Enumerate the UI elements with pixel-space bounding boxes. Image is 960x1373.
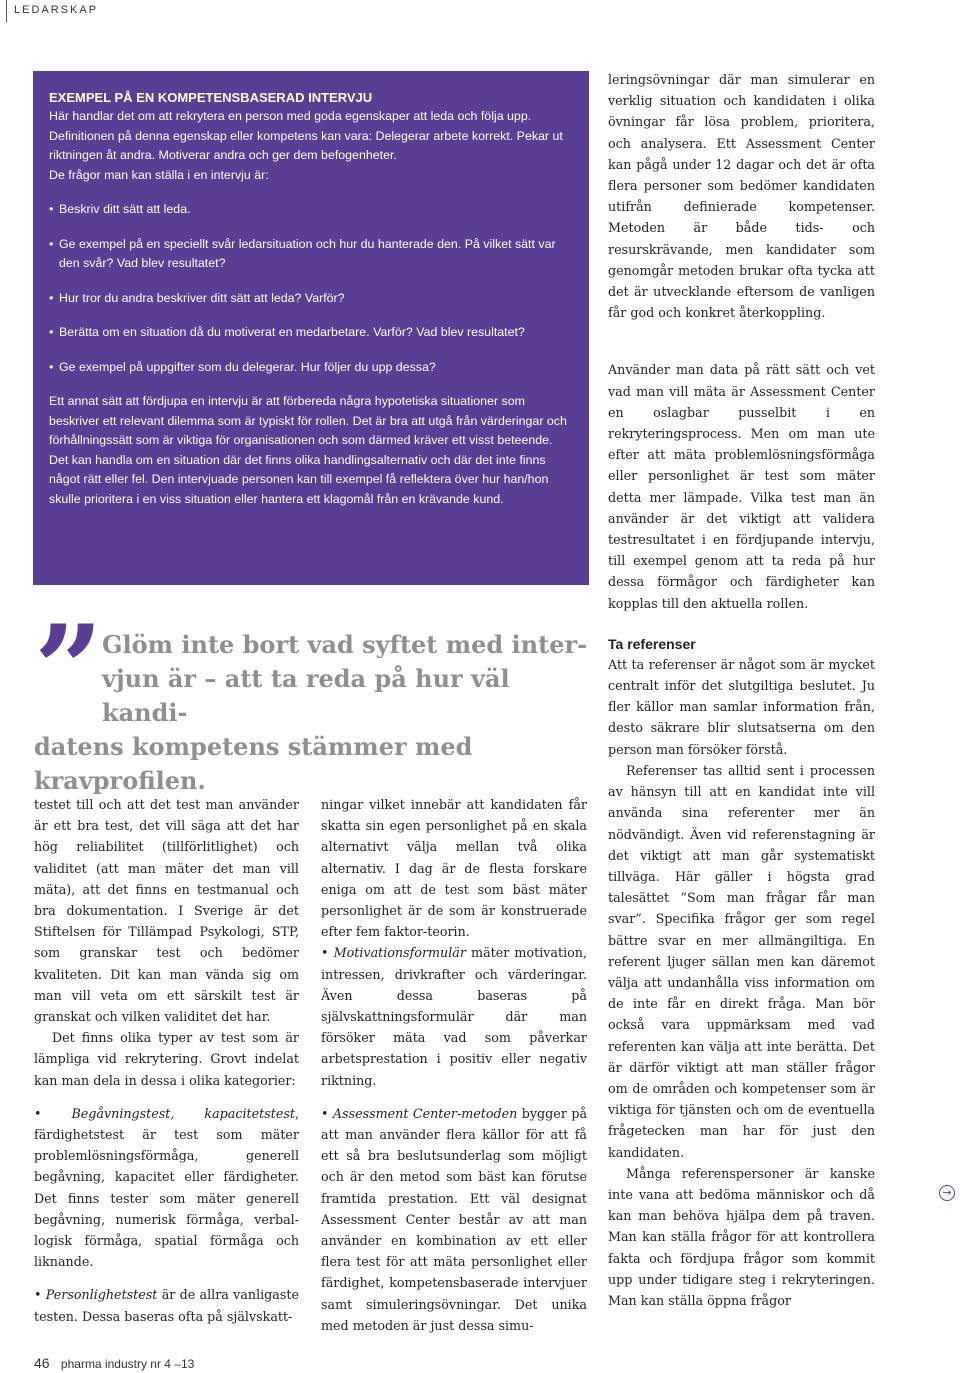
section-label: LEDARSKAP — [14, 4, 99, 16]
question-list — [49, 200, 573, 377]
box-intro: Här handlar det om att rekrytera en person med goda egenskaper att leda och följa upp. Definitionen på denna egenskap eller kompetens kan vara: Delegerar arbete korrekt. Pekar ut riktningen åt andra. Motiverar andra och ger dem befogenheter. — [49, 109, 563, 162]
page-number: 46 — [34, 1355, 50, 1371]
bullet-paragraph: • Begåvningstest, kapacitetstest, färdighetstest är test som mäter problemlösningsförmåga, generell begåvning, kapacitet eller färdigheter. Det finns tester som mäter generell begåvning, numerisk förmåga, verbal-logisk förmåga, spatial förmåga och liknande. — [34, 1105, 299, 1270]
bullet-paragraph: • Motivationsformulär mäter motivation, intressen, drivkrafter och värderingar. Även dessa baseras på självskattningsformulär där man försöker mäta vad som påverkar arbetsprestation i positiv eller negativ riktning. — [321, 945, 587, 1088]
box-closing: Ett annat sätt att fördjupa en intervju är att förbereda några hypotetiska situationer som beskriver ett relevant dilemma som är typiskt för rollen. Det är bra att utgå från värderingar och förhållningssätt som är viktiga för organisationen och som därmed kräver ett visst beteende. Det kan handla om en situation där det finns olika handlingsalternativ och där det inte finns något rätt eller fel. Den intervjuade personen kan till exempel få reflektera över hur han/hon skulle prioritera i en viss situation eller hantera ett klagomål från en krävande kund. — [49, 394, 567, 506]
publication-name: pharma industry nr 4 –13 — [60, 1357, 195, 1371]
column-1 — [34, 794, 299, 1327]
interview-example-box — [33, 71, 589, 585]
question-item: • Beskriv ditt sätt att leda. — [49, 202, 191, 216]
page-footer — [34, 1355, 194, 1371]
paragraph: Många referenspersoner är kanske inte vana att bedöma människor och då kan man behöva hjälpa dem på traven. Man kan ställa frågor för att kontrollera fakta och fördjupa frågor som kommit upp under tidigare steg i rekryteringen. Man kan ställa öppna frågor — [608, 1165, 875, 1308]
paragraph: Att ta referenser är något som är mycket centralt inför det slutgiltiga beslutet. Ju fler källor man samlar information från, desto säkrare blir slutsatserna om den person man försöker förstå. — [608, 656, 875, 757]
paragraph: testet till och att det test man använder är ett bra test, det vill säga att det har hög reliabilitet (tillförlitlighet) och validitet (att man mäter det man vill mäta), att det finns en testmanual och bra dokumentation. I Sverige är det Stiftelsen för Tillämpad Psykologi, STP, som granskar test och bedömer kvaliteten. Dit kan man vända sig om man vill veta om ett särskilt test är granskat och vilken validitet det har. — [34, 797, 299, 1025]
header-divider — [6, 0, 7, 22]
question-item: • Ge exempel på uppgifter som du delegerar. Hur följer du upp dessa? — [49, 359, 436, 374]
paragraph: ningar vilket innebär att kandidaten får skatta sin egen personlighet på en skala alternativt välja mellan två olika alternativ. I dag är de flesta forskare eniga om att de test som bäst mäter personlighet är de som är konstruerade efter fem faktor-teorin. — [321, 797, 587, 940]
paragraph: Använder man data på rätt sätt och vet vad man vill mäta är Assessment Center en oslagbar pusselbit i en rekryteringsprocess. Men om man ute efter att mäta problemlösningsförmåga eller personlighet är test som mäter detta mer lämpade. Vilka test man än använder är det viktigt att validera testresultatet i en fördjupande intervju, till exempel genom att ta reda på hur dessa förmågor och färdigheter kan kopplas till den aktuella rollen. — [608, 362, 875, 611]
question-item: • Hur tror du andra beskriver ditt sätt att leda? Varför? — [49, 290, 345, 305]
paragraph: Det finns olika typer av test som är lämpliga vid rekrytering. Grovt indelat kan man dela in dessa i olika kategorier: — [34, 1030, 299, 1088]
question-item: • Berätta om en situation då du motiverat en medarbetare. Varför? Vad blev resultatet? — [49, 325, 525, 339]
quote-mark-icon: ” — [34, 599, 104, 740]
bullet-paragraph: • Assessment Center-metoden bygger på att man använder flera källor för att få ett så bra beslutsunderlag som möjligt och är den metod som bäst kan förutse framtida prestation. Ett väl designat Assessment Center består av att man använder en kombination av ett eller flera test för att mäta personlighet eller färdighet, kompetensbaserade intervjuer samt simuleringsövningar. Det unika med metoden är just dessa simu- — [321, 1105, 588, 1333]
box-title: EXEMPEL PÅ EN KOMPETENSBASERAD INTERVJU — [49, 90, 373, 105]
bullet-paragraph: • Personlighetstest är de allra vanligaste testen. Dessa baseras ofta på självskatt- — [34, 1287, 299, 1324]
box-lead: De frågor man kan ställa i en intervju är: — [49, 167, 269, 182]
paragraph: leringsövningar där man simulerar en verklig situation och kandidaten i olika övningar får lösa problem, prioritera, och analysera. Ett Assessment Center kan pågå under 12 dagar och det är ofta flera personer som bedömer kandidaten utifrån definierade kompetenser. Metoden är både tids- och resurskrävande, men kandidater som genomgår metoden brukar ofta tycka att det är utvecklande eftersom de vanligen får god och konkret återkoppling. — [608, 72, 875, 321]
paragraph: Referenser tas alltid sent i processen av hänsyn till att en kandidat inte vill använda sina referenter mer än nödvändigt. Även vid referenstagning är det viktigt att man går systematiskt tillväga. Här gäller i högsta grad talesättet ”Som man frågar får man svar”. Specifika frågor ger som regel bättre svar en mer allmängiltiga. En referent ljuger sällan men kan däremot välja att undanhålla viss information om de inte får en direkt fråga. Man bör också vara uppmärksam med vad referenten kan välja att inte berätta. Det är därför viktigt att man ställer frågor om de områden och kompetenser som är viktiga för tjänsten och om de eventuella frågetecken man har för just den kandidaten. — [608, 762, 875, 1160]
arrow-right-circle-icon[interactable]: → — [939, 1185, 955, 1201]
question-item: • Ge exempel på en speciellt svår ledarsituation och hur du hanterade den. På vilket sätt var den svår? Vad blev resultatet? — [49, 236, 556, 270]
pull-quote: Glöm inte bort vad syftet med inter- vjun är – att ta reda på hur väl kandi- datens kompetens stämmer med kravprofilen. — [34, 630, 588, 795]
column-3 — [608, 69, 875, 1311]
column-2 — [321, 794, 587, 1336]
section-heading: Ta referenser — [608, 635, 696, 652]
